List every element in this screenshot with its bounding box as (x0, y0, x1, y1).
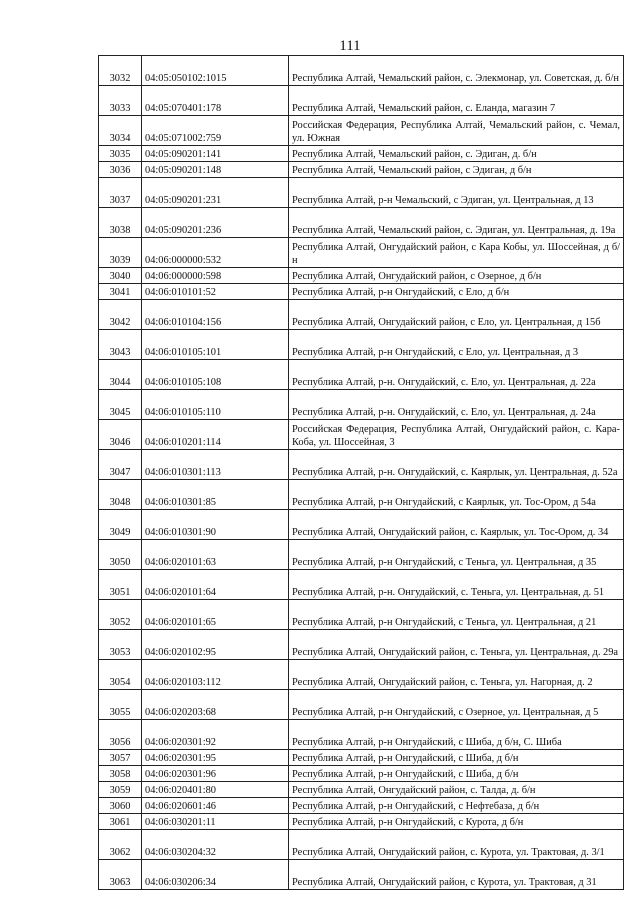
address-cell: Республика Алтай, р-н Онгудайский, с Шиба, д б/н (289, 750, 624, 766)
table-row (99, 330, 624, 360)
table-row (99, 300, 624, 330)
address-cell: Республика Алтай, Чемальский район, с Эдиган, д б/н (289, 162, 624, 178)
cadastral-number-cell: 04:06:020301:92 (142, 720, 289, 750)
row-number-cell: 3058 (99, 766, 142, 782)
table-row (99, 540, 624, 570)
table-row (99, 178, 624, 208)
cadastral-number-cell: 04:06:010301:90 (142, 510, 289, 540)
row-number-cell: 3053 (99, 630, 142, 660)
cadastral-number-cell: 04:06:030201:11 (142, 814, 289, 830)
row-number-cell: 3035 (99, 146, 142, 162)
cadastral-number-cell: 04:05:090201:141 (142, 146, 289, 162)
cadastral-number-cell: 04:06:030206:34 (142, 860, 289, 890)
address-cell: Республика Алтай, р-н Онгудайский, с Шиба, д б/н, С. Шиба (289, 720, 624, 750)
cadastral-number-cell: 04:06:020102:95 (142, 630, 289, 660)
row-number-cell: 3045 (99, 390, 142, 420)
address-cell: Российская Федерация, Республика Алтай, Чемальский район, с. Чемал, ул. Южная (289, 116, 624, 146)
table-row (99, 268, 624, 284)
cadastral-number-cell: 04:05:090201:148 (142, 162, 289, 178)
cadastral-number-cell: 04:06:010301:113 (142, 450, 289, 480)
address-cell: Республика Алтай, р-н Онгудайский, с Ело, ул. Центральная, д 3 (289, 330, 624, 360)
row-number-cell: 3057 (99, 750, 142, 766)
address-cell: Республика Алтай, Онгудайский район, с. Талда, д. б/н (289, 782, 624, 798)
table-row (99, 450, 624, 480)
address-cell: Республика Алтай, р-н Онгудайский, с Теньга, ул. Центральная, д 35 (289, 540, 624, 570)
address-cell: Республика Алтай, Онгудайский район, с. Теньга, ул. Нагорная, д. 2 (289, 660, 624, 690)
table-row (99, 116, 624, 146)
table-row (99, 660, 624, 690)
row-number-cell: 3062 (99, 830, 142, 860)
row-number-cell: 3059 (99, 782, 142, 798)
row-number-cell: 3034 (99, 116, 142, 146)
table-row (99, 690, 624, 720)
row-number-cell: 3036 (99, 162, 142, 178)
address-cell: Республика Алтай, Онгудайский район, с Курота, ул. Трактовая, д 31 (289, 860, 624, 890)
row-number-cell: 3038 (99, 208, 142, 238)
cadastral-number-cell: 04:05:090201:236 (142, 208, 289, 238)
row-number-cell: 3041 (99, 284, 142, 300)
address-cell: Республика Алтай, Онгудайский район, с. Курота, ул. Трактовая, д. 3/1 (289, 830, 624, 860)
table-row (99, 798, 624, 814)
cadastral-number-cell: 04:05:071002:759 (142, 116, 289, 146)
table-row (99, 162, 624, 178)
row-number-cell: 3063 (99, 860, 142, 890)
registry-table (98, 55, 624, 890)
address-cell: Республика Алтай, Онгудайский район, с Озерное, д б/н (289, 268, 624, 284)
table-row (99, 630, 624, 660)
table-row (99, 284, 624, 300)
page-number: 111 (339, 38, 361, 54)
table-row (99, 360, 624, 390)
table-row (99, 56, 624, 86)
table-row (99, 510, 624, 540)
address-cell: Республика Алтай, р-н Онгудайский, с Каярлык, ул. Тос-Ором, д 54а (289, 480, 624, 510)
row-number-cell: 3049 (99, 510, 142, 540)
cadastral-number-cell: 04:06:020301:96 (142, 766, 289, 782)
address-cell: Республика Алтай, р-н. Онгудайский, с. Ело, ул. Центральная, д. 24а (289, 390, 624, 420)
address-cell: Российская Федерация, Республика Алтай, Онгудайский район, с. Кара-Коба, ул. Шоссейная, 3 (289, 420, 624, 450)
cadastral-number-cell: 04:06:010105:110 (142, 390, 289, 420)
cadastral-number-cell: 04:06:010201:114 (142, 420, 289, 450)
cadastral-number-cell: 04:06:020601:46 (142, 798, 289, 814)
row-number-cell: 3033 (99, 86, 142, 116)
row-number-cell: 3037 (99, 178, 142, 208)
cadastral-number-cell: 04:06:020203:68 (142, 690, 289, 720)
cadastral-number-cell: 04:05:050102:1015 (142, 56, 289, 86)
row-number-cell: 3052 (99, 600, 142, 630)
table-row (99, 238, 624, 268)
row-number-cell: 3039 (99, 238, 142, 268)
table-row (99, 766, 624, 782)
address-cell: Республика Алтай, Чемальский район, с. Эдиган, ул. Центральная, д. 19а (289, 208, 624, 238)
row-number-cell: 3043 (99, 330, 142, 360)
table-row (99, 600, 624, 630)
table-row (99, 860, 624, 890)
table-row (99, 830, 624, 860)
row-number-cell: 3047 (99, 450, 142, 480)
address-cell: Республика Алтай, р-н Онгудайский, с Нефтебаза, д б/н (289, 798, 624, 814)
address-cell: Республика Алтай, р-н Чемальский, с Эдиган, ул. Центральная, д 13 (289, 178, 624, 208)
cadastral-number-cell: 04:05:090201:231 (142, 178, 289, 208)
table-row (99, 750, 624, 766)
table-row (99, 720, 624, 750)
cadastral-number-cell: 04:06:020401:80 (142, 782, 289, 798)
cadastral-number-cell: 04:06:010105:108 (142, 360, 289, 390)
cadastral-number-cell: 04:06:010301:85 (142, 480, 289, 510)
cadastral-number-cell: 04:05:070401:178 (142, 86, 289, 116)
address-cell: Республика Алтай, Чемальский район, с. Элекмонар, ул. Советская, д. б/н (289, 56, 624, 86)
address-cell: Республика Алтай, Онгудайский район, с. Каярлык, ул. Тос-Ором, д. 34 (289, 510, 624, 540)
address-cell: Республика Алтай, р-н Онгудайский, с Озерное, ул. Центральная, д 5 (289, 690, 624, 720)
table-row (99, 814, 624, 830)
cadastral-number-cell: 04:06:020101:63 (142, 540, 289, 570)
address-cell: Республика Алтай, Онгудайский район, с. Теньга, ул. Центральная, д. 29а (289, 630, 624, 660)
table-row (99, 570, 624, 600)
cadastral-number-cell: 04:06:020101:65 (142, 600, 289, 630)
cadastral-number-cell: 04:06:010105:101 (142, 330, 289, 360)
registry-table-body (99, 56, 624, 890)
cadastral-number-cell: 04:06:020103:112 (142, 660, 289, 690)
table-row (99, 208, 624, 238)
row-number-cell: 3056 (99, 720, 142, 750)
address-cell: Республика Алтай, р-н Онгудайский, с Курота, д б/н (289, 814, 624, 830)
cadastral-number-cell: 04:06:020301:95 (142, 750, 289, 766)
row-number-cell: 3046 (99, 420, 142, 450)
address-cell: Республика Алтай, р-н. Онгудайский, с. Ело, ул. Центральная, д. 22а (289, 360, 624, 390)
table-row (99, 86, 624, 116)
row-number-cell: 3048 (99, 480, 142, 510)
address-cell: Республика Алтай, р-н. Онгудайский, с. Каярлык, ул. Центральная, д. 52а (289, 450, 624, 480)
row-number-cell: 3055 (99, 690, 142, 720)
address-cell: Республика Алтай, Чемальский район, с. Еланда, магазин 7 (289, 86, 624, 116)
cadastral-number-cell: 04:06:030204:32 (142, 830, 289, 860)
table-row (99, 390, 624, 420)
cadastral-number-cell: 04:06:010101:52 (142, 284, 289, 300)
row-number-cell: 3061 (99, 814, 142, 830)
row-number-cell: 3050 (99, 540, 142, 570)
row-number-cell: 3054 (99, 660, 142, 690)
row-number-cell: 3060 (99, 798, 142, 814)
row-number-cell: 3040 (99, 268, 142, 284)
row-number-cell: 3044 (99, 360, 142, 390)
row-number-cell: 3042 (99, 300, 142, 330)
cadastral-number-cell: 04:06:020101:64 (142, 570, 289, 600)
address-cell: Республика Алтай, р-н Онгудайский, с Шиба, д б/н (289, 766, 624, 782)
address-cell: Республика Алтай, Онгудайский район, с Кара Кобы, ул. Шоссейная, д б/н (289, 238, 624, 268)
address-cell: Республика Алтай, Чемальский район, с. Эдиган, д. б/н (289, 146, 624, 162)
address-cell: Республика Алтай, р-н Онгудайский, с Ело, д б/н (289, 284, 624, 300)
table-row (99, 146, 624, 162)
cadastral-number-cell: 04:06:000000:598 (142, 268, 289, 284)
address-cell: Республика Алтай, р-н Онгудайский, с Теньга, ул. Центральная, д 21 (289, 600, 624, 630)
row-number-cell: 3051 (99, 570, 142, 600)
table-row (99, 480, 624, 510)
table-row (99, 420, 624, 450)
cadastral-number-cell: 04:06:010104:156 (142, 300, 289, 330)
table-row (99, 782, 624, 798)
row-number-cell: 3032 (99, 56, 142, 86)
address-cell: Республика Алтай, Онгудайский район, с Ело, ул. Центральная, д 15б (289, 300, 624, 330)
cadastral-number-cell: 04:06:000000:532 (142, 238, 289, 268)
address-cell: Республика Алтай, р-н. Онгудайский, с. Теньга, ул. Центральная, д. 51 (289, 570, 624, 600)
